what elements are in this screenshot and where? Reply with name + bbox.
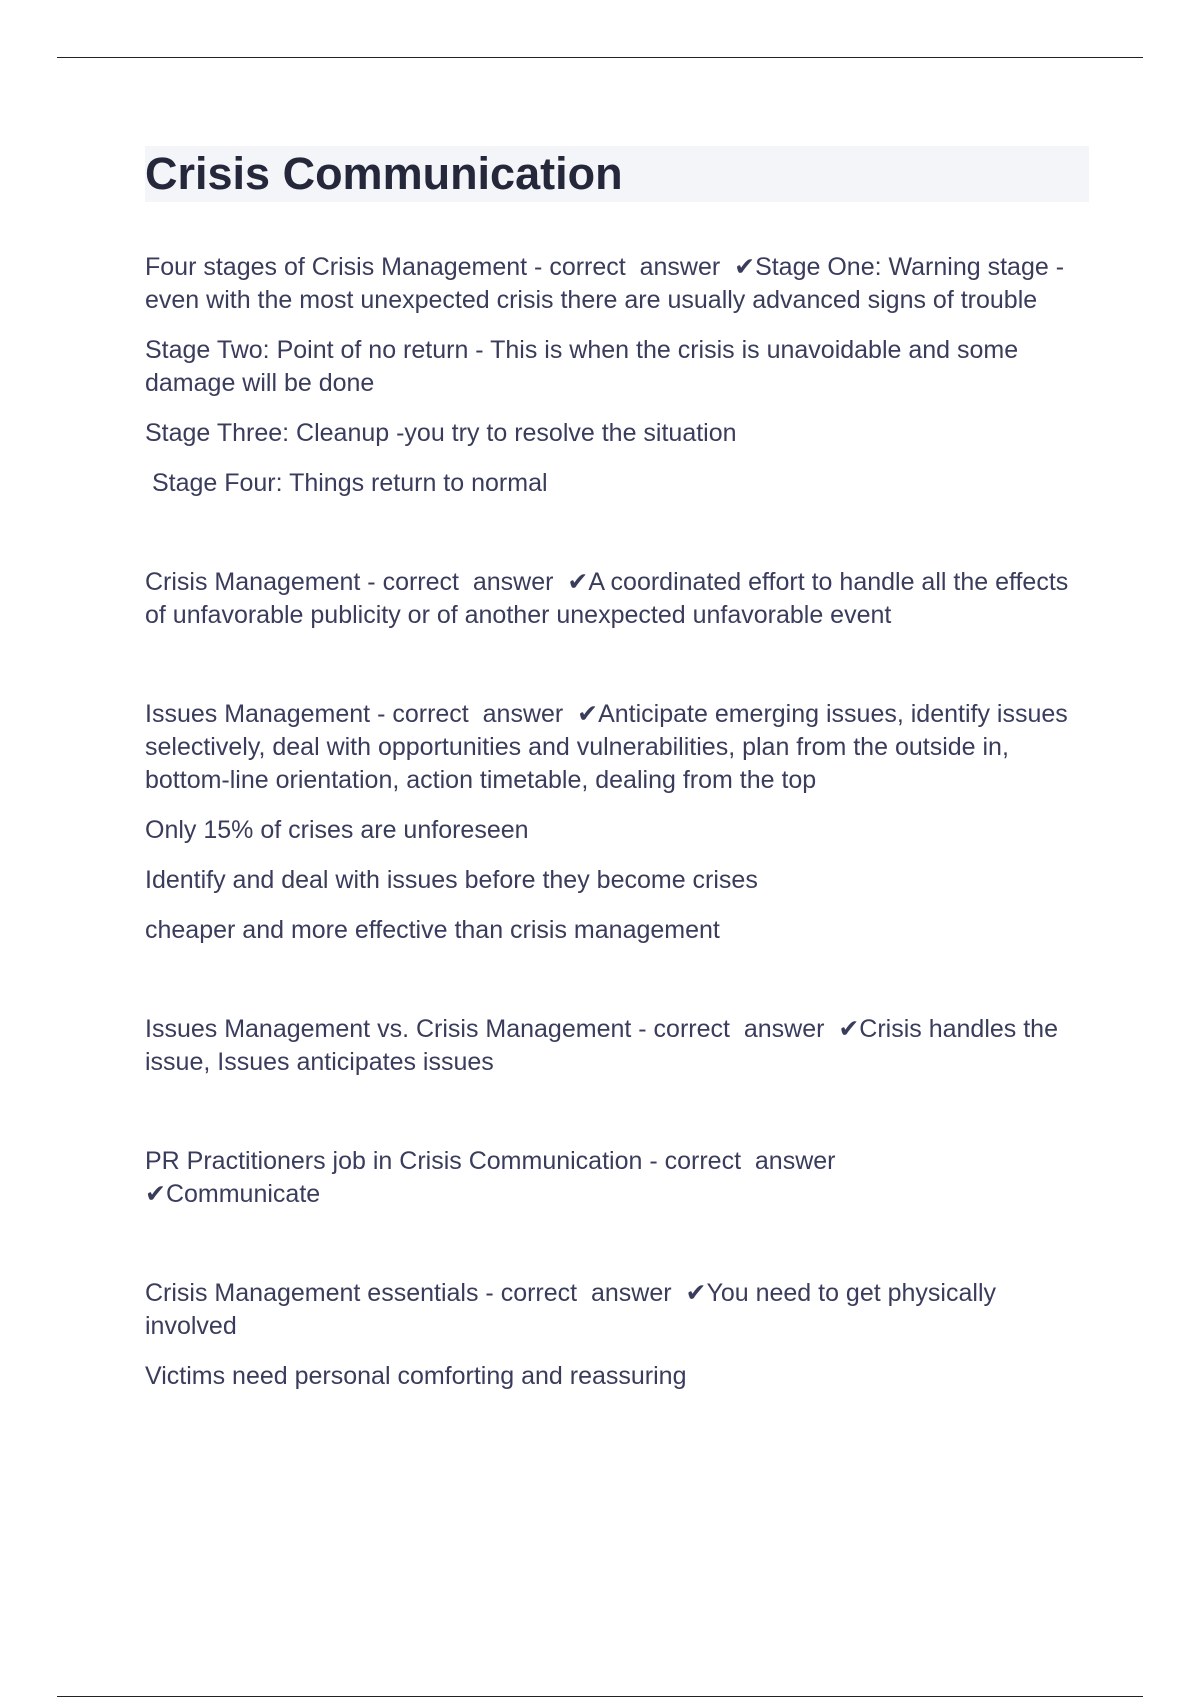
- correct-answer-marker: - correct answer: [642, 1147, 843, 1175]
- answer-extra-line: Stage Two: Point of no return - This is when the crisis is unavoidable and some damage will be done: [145, 336, 1026, 397]
- answer-text: ✔Communicate: [145, 1180, 321, 1208]
- answer-extra-line: Stage Four: Things return to normal: [145, 469, 548, 497]
- answer-text: Crisis handles the issue, Issues anticipates issues: [145, 1015, 1065, 1076]
- correct-answer-marker: - correct answer ✔: [631, 1015, 860, 1043]
- qa-main-paragraph: [145, 566, 1089, 632]
- correct-answer-marker: - correct answer ✔: [478, 1279, 707, 1307]
- document-title: Crisis Communication: [145, 148, 623, 199]
- qa-card-issues-vs-crisis: [145, 1013, 1089, 1079]
- answer-extra-line: Victims need personal comforting and reassuring: [145, 1362, 687, 1390]
- correct-answer-marker: - correct answer ✔: [370, 700, 599, 728]
- title-bar: [145, 146, 1089, 202]
- bottom-rule: [57, 1696, 1143, 1697]
- correct-answer-marker: - correct answer ✔: [527, 253, 756, 281]
- qa-card-four-stages: [145, 251, 1089, 500]
- question-text: Crisis Management: [145, 568, 361, 596]
- question-text: Issues Management vs. Crisis Management: [145, 1015, 632, 1043]
- answer-text: Stage One: Warning stage - even with the most unexpected crisis there are usually advanced signs of trouble: [145, 253, 1071, 314]
- qa-main-paragraph: [145, 1013, 1089, 1079]
- answer-text: You need to get physically involved: [145, 1279, 1003, 1340]
- document-body: [145, 146, 1089, 1459]
- correct-answer-marker: - correct answer ✔: [360, 568, 589, 596]
- answer-text: Anticipate emerging issues, identify issues selectively, deal with opportunities and vulnerabilities, plan from the outside in, bottom-line orientation, action timetable, dealing from the top: [145, 700, 1075, 794]
- question-text: Crisis Management essentials: [145, 1279, 479, 1307]
- answer-text: A coordinated effort to handle all the effects of unfavorable publicity or of another unexpected unfavorable event: [145, 568, 1076, 629]
- qa-card-issues-management: [145, 698, 1089, 947]
- question-text: PR Practitioners job in Crisis Communication: [145, 1147, 643, 1175]
- qa-card-crisis-essentials: [145, 1277, 1089, 1393]
- answer-extra-line: cheaper and more effective than crisis management: [145, 916, 720, 944]
- answer-extra-line: Only 15% of crises are unforeseen: [145, 816, 529, 844]
- top-rule: [57, 57, 1143, 58]
- qa-main-paragraph: [145, 698, 1089, 797]
- answer-extra-line: Identify and deal with issues before they become crises: [145, 866, 758, 894]
- question-text: Issues Management: [145, 700, 371, 728]
- question-text: Four stages of Crisis Management: [145, 253, 528, 281]
- qa-main-paragraph: [145, 251, 1089, 317]
- answer-extra-line: Stage Three: Cleanup -you try to resolve the situation: [145, 419, 737, 447]
- qa-card-pr-practitioners-job: [145, 1145, 1089, 1211]
- qa-main-paragraph: [145, 1145, 1089, 1211]
- qa-card-crisis-management: [145, 566, 1089, 632]
- qa-main-paragraph: [145, 1277, 1089, 1343]
